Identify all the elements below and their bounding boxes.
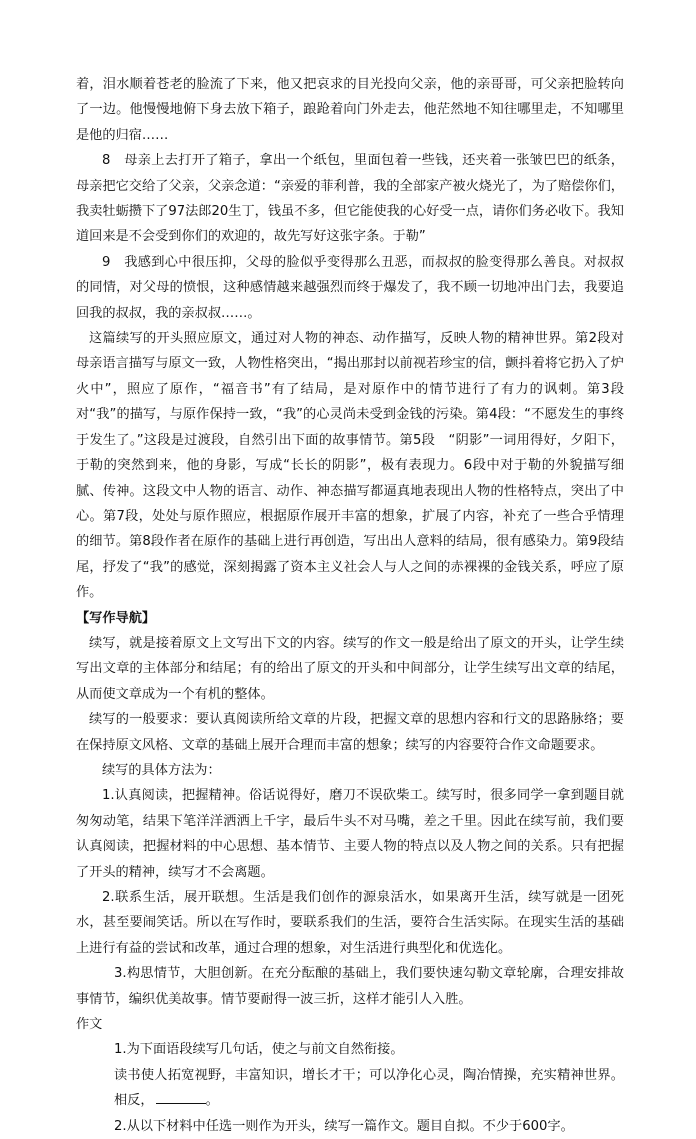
document-page	[76, 72, 624, 1139]
exercise-1-end-mark: 。	[205, 1093, 219, 1109]
guide-definition: 续写，就是接着原文上文写出下文的内容。续写的作文一般是给出了原文的开头，让学生续写出文章的主体部分和结尾；有的给出了原文的开头和中间部分，让学生续写出文章的结尾，从而使文章成为一个有机的整体。	[76, 635, 624, 702]
exercise-1-prompt: 1.为下面语段续写几句话，使之与前文自然衔接。	[114, 1042, 404, 1058]
exercise-1-answer-blank[interactable]	[156, 1089, 206, 1104]
composition-title: 作文	[76, 1017, 103, 1033]
writing-guide-heading: 【写作导航】	[76, 610, 156, 626]
method-1: 1.认真阅读，把握精神。俗话说得好，磨刀不误砍柴工。续写时，很多同学一拿到题目就匆匆动笔，结果下笔洋洋洒洒上千字，最后牛头不对马嘴，差之千里。因此在续写前，我们要认真阅读，把握材料的中心思想、基本情节、主要人物的特点以及人物之间的关系。只有把握了开头的精神，续写才不会离题。	[76, 788, 624, 880]
exercise-2-prompt: 2.从以下材料中任选一则作为开头，续写一篇作文。题目自拟。不少于600字。	[114, 1118, 574, 1134]
exercise-1-sentence: 读书使人拓宽视野，丰富知识，增长才干；可以净化心灵，陶冶情操，充实精神世界。相反，	[114, 1067, 624, 1109]
guide-general-requirements: 续写的一般要求：要认真阅读所给文章的片段，把握文章的思想内容和行文的思路脉络；要在保持原文风格、文章的基础上展开合理而丰富的想象；续写的内容要符合作文命题要求。	[76, 712, 624, 753]
story-paragraph-9: 9 我感到心中很压抑，父母的脸似乎变得那么丑恶，而叔叔的脸变得那么善良。对叔叔的同情，对父母的愤恨，这种感情越来越强烈而终于爆发了，我不顾一切地冲出门去，我要追回我的叔叔，我的亲叔叔……。	[76, 254, 624, 321]
exercise-1-text	[76, 1063, 624, 1114]
method-2: 2.联系生活，展开联想。生活是我们创作的源泉活水，如果离开生活，续写就是一团死水，甚至要闹笑话。所以在写作时，要联系我们的生活，要符合生活实际。在现实生活的基础上进行有益的尝试和改革，通过合理的想象，对生活进行典型化和优选化。	[76, 890, 624, 956]
method-3: 3.构思情节，大胆创新。在充分酝酿的基础上，我们要快速勾勒文章轮廓，合理安排故事情节，编织优美故事。情节要耐得一波三折，这样才能引人入胜。	[76, 966, 624, 1007]
story-paragraph-8: 8 母亲上去打开了箱子，拿出一个纸包，里面包着一些钱，还夹着一张皱巴巴的纸条，母亲把它交给了父亲，父亲念道：“亲爱的菲利普，我的全部家产被火烧光了，为了赔偿你们，我卖牡蛎攒下了97法郎20生丁，钱虽不多，但它能使我的心好受一点，请你们务必收下。我知道回来是不会受到你们的欢迎的，故先写好这张字条。于勒”	[76, 153, 624, 245]
methods-title: 续写的具体方法为：	[102, 762, 221, 778]
analysis-paragraph: 这篇续写的开头照应原文，通过对人物的神态、动作描写，反映人物的精神世界。第2段对母亲语言描写与原文一致，人物性格突出，“揭出那封以前视若珍宝的信，颤抖着将它扔入了炉火中”，照应了原作，“福音书”有了结局，是对原作中的情节进行了有力的讽刺。第3段对“我”的描写，与原作保持一致，“我”的心灵尚未受到金钱的污染。第4段：“不愿发生的事终于发生了。”这段是过渡段，自然引出下面的故事情节。第5段 “阴影”一词用得好，夕阳下，于勒的突然到来，他的身影，写成“长长的阴影”，极有表现力。6段中对于勒的外貌描写细腻、传神。这段文中人物的语言、动作、神态描写都逼真地表现出人物的性格特点，突出了中心。第7段，处处与原作照应，根据原作展开丰富的想象，扩展了内容，补充了一些合乎情理的细节。第8段作者在原作的基础上进行再创造，写出出人意料的结局，很有感染力。第9段结尾，抒发了“我”的感觉，深刻揭露了资本主义社会人与人之间的赤裸裸的金钱关系，呼应了原作。	[76, 331, 624, 601]
story-continuation-paragraph: 着，泪水顺着苍老的脸流了下来，他又把哀求的目光投向父亲，他的亲哥哥，可父亲把脸转向了一边。他慢慢地俯下身去放下箱子，踉跄着向门外走去，他茫然地不知往哪里走，不知哪里是他的归宿……	[76, 77, 624, 143]
